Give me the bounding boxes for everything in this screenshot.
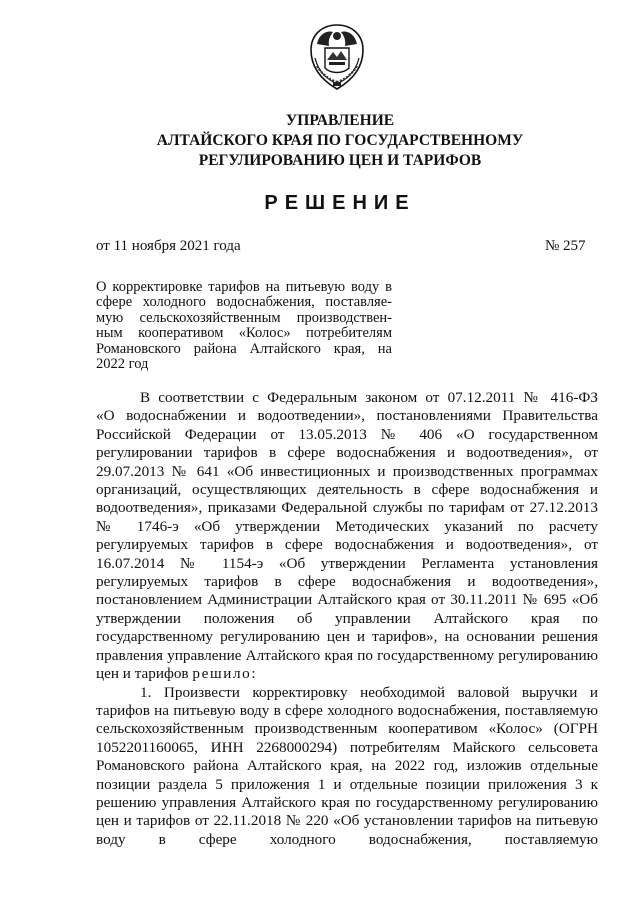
document-body bbox=[96, 389, 598, 849]
body-line: воду в сфере холодного водоснабжения, поставляемую bbox=[96, 830, 598, 848]
body-line: «О водоснабжении и водоотведении», постановлениями Правительства bbox=[96, 407, 598, 425]
body-line: государственному регулированию цен и тарифов», на основании решения bbox=[96, 628, 598, 646]
body-line: сельскохозяйственным производственным кооперативом «Колос» (ОГРН bbox=[96, 720, 598, 738]
body-line: постановлением Администрации Алтайского края от 30.11.2011 № 695 «Об bbox=[96, 591, 598, 609]
resolved-word: решило: bbox=[192, 665, 258, 683]
header-line-1: УПРАВЛЕНИЕ bbox=[285, 112, 395, 129]
body-line: решению управления Алтайского края по государственному регулированию bbox=[96, 793, 598, 811]
body-line: Российской Федерации от 13.05.2013 № 406 «О государственном bbox=[96, 425, 598, 443]
altai-krai-emblem-icon bbox=[303, 22, 371, 92]
document-number: № 257 bbox=[545, 238, 586, 254]
body-line: регулировании тарифов в сфере водоснабжения и водоотведения», от bbox=[96, 444, 598, 462]
header-line-3: РЕГУЛИРОВАНИЮ ЦЕН И ТАРИФОВ bbox=[198, 152, 482, 169]
body-line: правления управление Алтайского края по государственному регулированию bbox=[96, 646, 598, 664]
body-line: организаций, осуществляющих деятельность в сфере водоснабжения и bbox=[96, 481, 598, 499]
subject-line: 2022 год bbox=[96, 356, 149, 373]
subject-line: сфере холодного водоснабжения, поставляе- bbox=[96, 294, 392, 311]
body-line: регулируемых тарифов в сфере водоснабжения и водоотведения», bbox=[96, 573, 598, 591]
body-line: тарифов на питьевую воду в сфере холодного водоснабжения, поставляемую bbox=[96, 701, 598, 719]
body-line: № 1746-э «Об утверждении Методических указаний по расчету bbox=[96, 517, 598, 535]
body-line: 1052201160065, ИНН 2268000294) потребителям Майского сельсовета bbox=[96, 738, 598, 756]
body-line: В соответствии с Федеральным законом от 07.12.2011 № 416-ФЗ bbox=[140, 389, 598, 406]
document-title: РЕШЕНИЕ bbox=[264, 192, 416, 214]
body-line: водоотведения», приказами Федеральной службы по тарифам от 27.12.2013 bbox=[96, 499, 598, 517]
body-line: 16.07.2014 № 1154-э «Об утверждении Регламента установления bbox=[96, 554, 598, 572]
body-line: регулируемых тарифов в сфере водоснабжения и водоотведения», от bbox=[96, 536, 598, 554]
subject-line: мую сельскохозяйственным производствен- bbox=[96, 309, 392, 326]
body-line: цен и тарифов от 22.11.2018 № 220 «Об установлении тарифов на питьевую bbox=[96, 812, 598, 830]
body-line: Романовского района Алтайского края, на 2022 год, изложив отдельные bbox=[96, 757, 598, 775]
subject-line: ным кооперативом «Колос» потребителям bbox=[96, 325, 392, 342]
body-line: 1. Произвести корректировку необходимой валовой выручки и bbox=[140, 683, 598, 701]
subject-line: О корректировке тарифов на питьевую воду в bbox=[96, 279, 392, 295]
body-line: позиции раздела 5 приложения 1 и отдельные позиции приложения 3 к bbox=[96, 775, 598, 793]
document-subject bbox=[96, 280, 392, 372]
organization-header bbox=[60, 111, 620, 171]
body-line-text: цен и тарифов bbox=[96, 665, 193, 683]
subject-line: Романовского района Алтайского края, на bbox=[96, 340, 392, 357]
body-line: 29.07.2013 № 641 «Об инвестиционных и производственных программах bbox=[96, 462, 598, 480]
header-line-2: АЛТАЙСКОГО КРАЯ ПО ГОСУДАРСТВЕННОМУ bbox=[156, 132, 524, 149]
body-line: утверждении положения об управлении Алтайского края по bbox=[96, 609, 598, 627]
body-line-resolved bbox=[96, 665, 598, 683]
document-date: от 11 ноября 2021 года bbox=[96, 238, 241, 254]
